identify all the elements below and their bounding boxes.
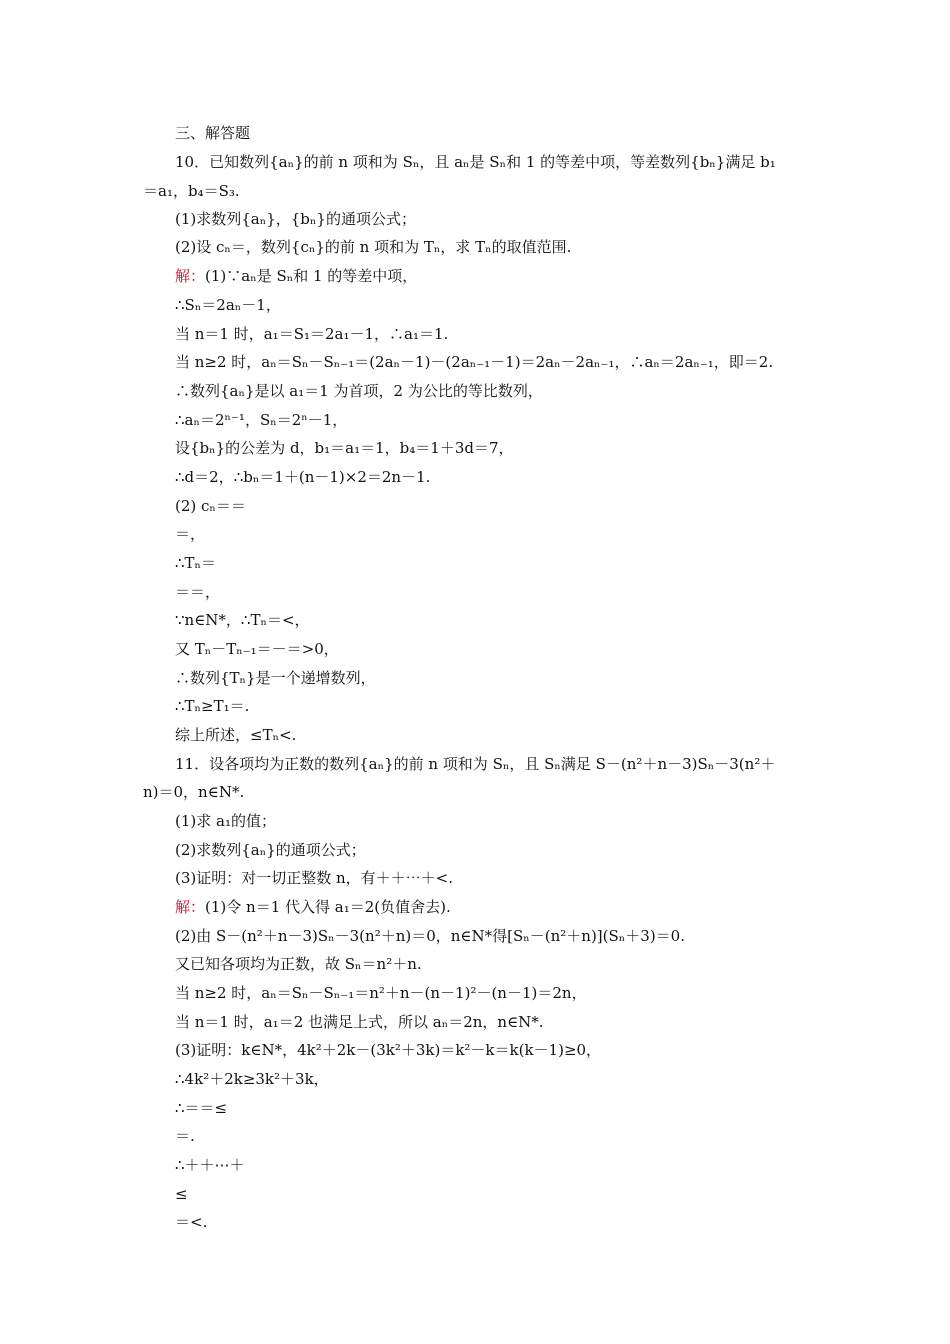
q10-step: ∴数列{aₙ}是以 a₁＝1 为首项，2 为公比的等比数列， xyxy=(175,382,543,400)
q10-step: 又 Tₙ－Tₙ₋₁＝－＝>0， xyxy=(175,640,339,658)
q10-step: 当 n＝1 时，a₁＝S₁＝2a₁－1，∴a₁＝1. xyxy=(175,325,449,343)
q11-solution-line xyxy=(175,896,451,918)
q11-part1: (1)求 a₁的值； xyxy=(175,812,276,830)
q11-step: (3)证明：k∈N*，4k²＋2k－(3k²＋3k)＝k²－k＝k(k－1)≥0， xyxy=(175,1041,602,1059)
q10-step: ∴d＝2，∴bₙ＝1＋(n－1)×2＝2n－1. xyxy=(175,468,431,486)
q11-step: ∴＝＝≤ xyxy=(175,1099,228,1117)
q10-part1: (1)求数列{aₙ}，{bₙ}的通项公式； xyxy=(175,210,416,228)
q10-step: ∴Tₙ≥T₁＝. xyxy=(175,697,250,715)
q10-step: ∴Sₙ＝2aₙ－1， xyxy=(175,296,281,314)
q11-part3: (3)证明：对一切正整数 n，有＋＋⋯＋<. xyxy=(175,869,454,887)
q11-step: ＝. xyxy=(175,1127,195,1145)
q11-step: ∴4k²＋2k≥3k²＋3k， xyxy=(175,1070,329,1088)
q11-step: ＝<. xyxy=(175,1213,208,1231)
solution-text: (1)∵aₙ是 Sₙ和 1 的等差中项， xyxy=(205,267,418,285)
solution-text: (1)令 n＝1 代入得 a₁＝2(负值舍去). xyxy=(205,898,451,916)
q10-step: ∴数列{Tₙ}是一个递增数列， xyxy=(175,669,376,687)
q10-step: 设{bₙ}的公差为 d，b₁＝a₁＝1，b₄＝1＋3d＝7， xyxy=(175,439,514,457)
q10-step: ∴aₙ＝2ⁿ⁻¹，Sₙ＝2ⁿ－1， xyxy=(175,411,348,429)
q10-step: ∴Tₙ＝ xyxy=(175,554,217,572)
q11-step: 又已知各项均为正数，故 Sₙ＝n²＋n. xyxy=(175,955,422,973)
q10-step: ∵n∈N*，∴Tₙ＝<， xyxy=(175,611,310,629)
q10-stem-line2: ＝a₁，b₄＝S₃. xyxy=(143,182,240,200)
q11-stem-line2: n)＝0，n∈N*. xyxy=(143,783,245,801)
q11-step: ≤ xyxy=(175,1185,188,1203)
q10-part2: (2)设 cₙ＝，数列{cₙ}的前 n 项和为 Tₙ，求 Tₙ的取值范围. xyxy=(175,238,572,256)
q10-step: ＝＝， xyxy=(175,583,221,601)
q11-part2: (2)求数列{aₙ}的通项公式； xyxy=(175,841,366,859)
q10-solution-line xyxy=(175,265,417,287)
solution-label: 解： xyxy=(175,898,206,916)
q11-step: ∴＋＋⋯＋ xyxy=(175,1156,245,1174)
solution-label: 解： xyxy=(175,267,206,285)
q10-step: 当 n≥2 时，aₙ＝Sₙ－Sₙ₋₁＝(2aₙ－1)－(2aₙ₋₁－1)＝2aₙ－2aₙ₋₁，∴aₙ＝2aₙ₋₁，即＝2. xyxy=(175,353,774,371)
q11-step: (2)由 S－(n²＋n－3)Sₙ－3(n²＋n)＝0，n∈N*得[Sₙ－(n²＋n)](Sₙ＋3)＝0. xyxy=(175,927,685,945)
q11-step: 当 n＝1 时，a₁＝2 也满足上式，所以 aₙ＝2n，n∈N*. xyxy=(175,1013,544,1031)
q10-step: ＝， xyxy=(175,525,206,543)
q11-stem-line1: 11．设各项均为正数的数列{aₙ}的前 n 项和为 Sₙ，且 Sₙ满足 S－(n²＋n－3)Sₙ－3(n²＋ xyxy=(175,755,776,773)
q11-step: 当 n≥2 时，aₙ＝Sₙ－Sₙ₋₁＝n²＋n－(n－1)²－(n－1)＝2n， xyxy=(175,984,587,1002)
q10-step: (2) cₙ＝＝ xyxy=(175,497,246,515)
q10-step: 综上所述，≤Tₙ<. xyxy=(175,726,297,744)
q10-stem-line1: 10．已知数列{aₙ}的前 n 项和为 Sₙ，且 aₙ是 Sₙ和 1 的等差中项，等差数列{bₙ}满足 b₁ xyxy=(175,153,776,171)
section-title: 三、解答题 xyxy=(175,124,251,142)
